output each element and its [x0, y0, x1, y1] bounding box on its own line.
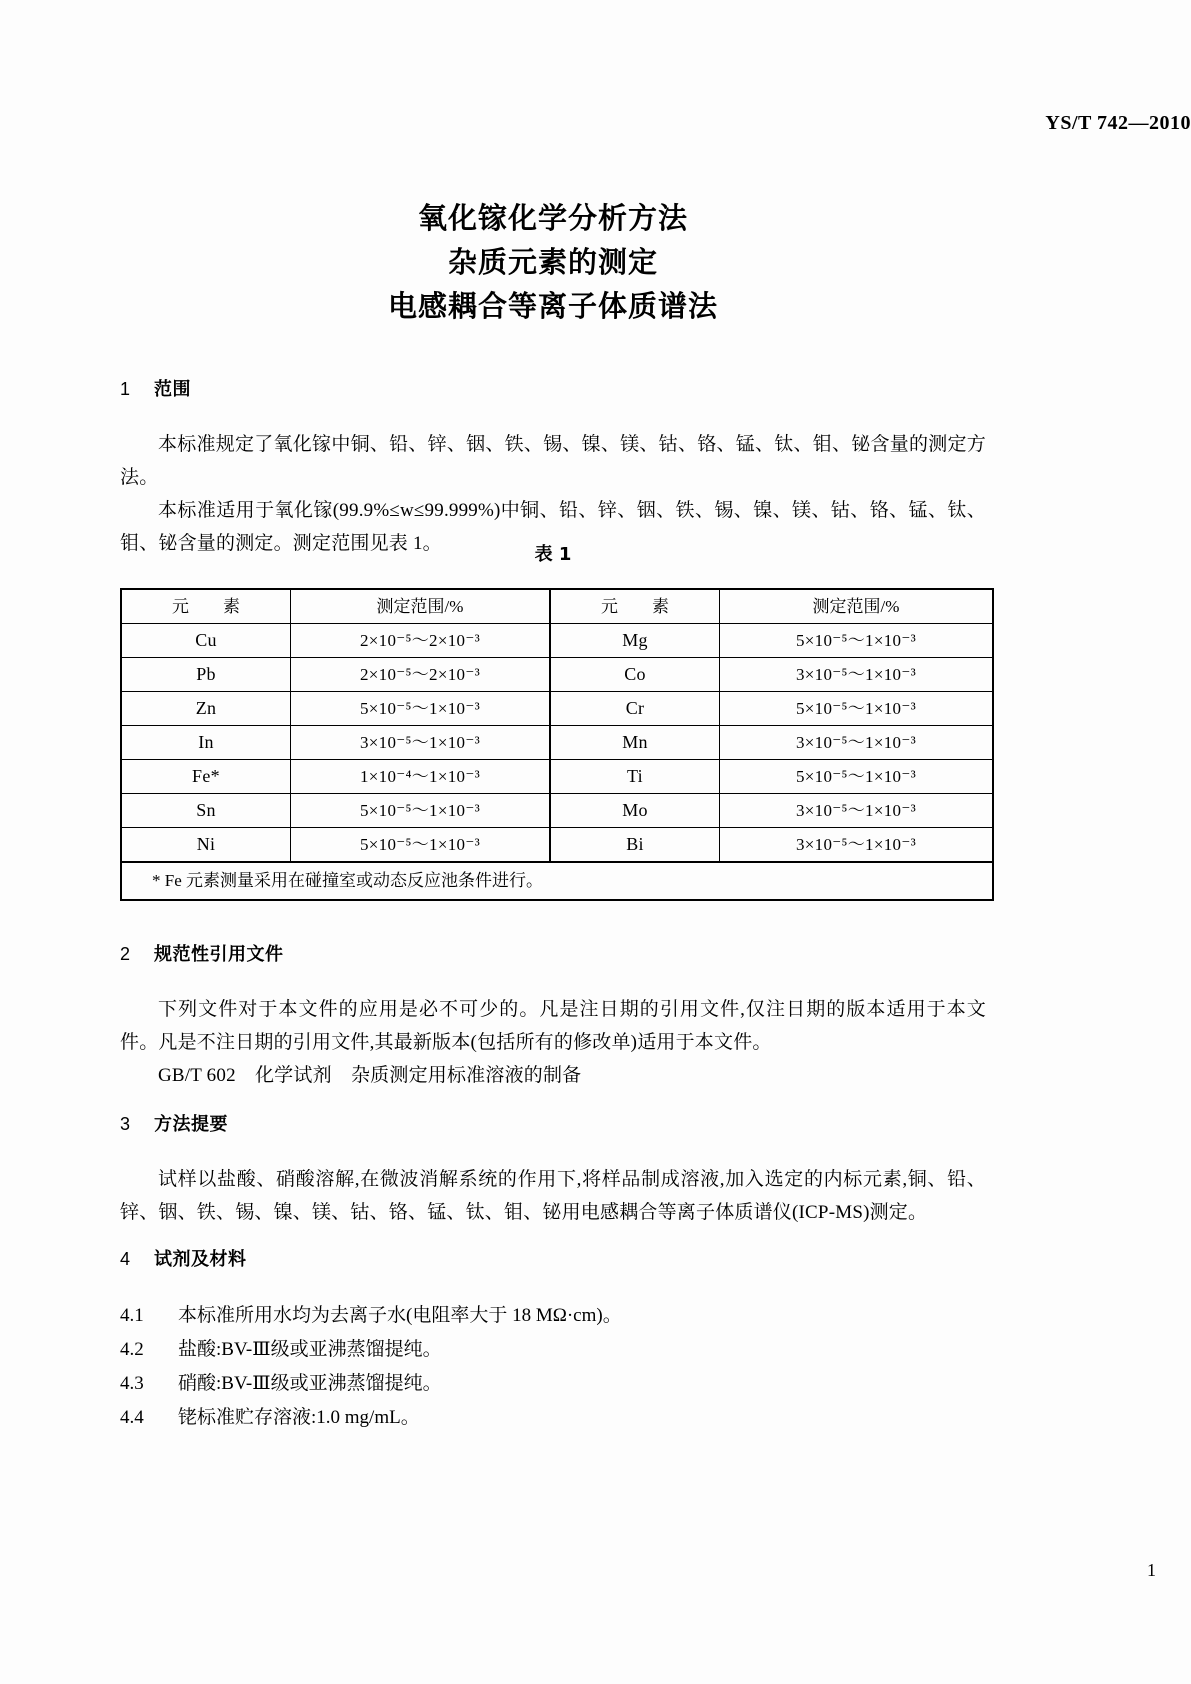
cell-element: Zn	[121, 692, 291, 726]
table-footnote: * Fe 元素测量采用在碰撞室或动态反应池条件进行。	[121, 862, 993, 900]
cell-range: 3×10⁻⁵～1×10⁻³	[291, 726, 551, 760]
clause-4-4-number: 4.4	[120, 1407, 144, 1428]
cell-element: Bi	[550, 828, 720, 863]
section-2-reference-gbt602: GB/T 602 化学试剂 杂质测定用标准溶液的制备	[158, 1065, 582, 1086]
page-title	[120, 196, 986, 328]
table-1-block	[120, 540, 986, 901]
table-row	[121, 760, 993, 794]
cell-range: 5×10⁻⁵～1×10⁻³	[291, 692, 551, 726]
table-header-element-left: 元 素	[121, 589, 291, 624]
section-2-heading	[120, 940, 986, 966]
cell-element: Fe*	[121, 760, 291, 794]
clause-4-3-text: 硝酸:BV-Ⅲ级或亚沸蒸馏提纯。	[178, 1373, 442, 1394]
cell-range: 3×10⁻⁵～1×10⁻³	[720, 828, 994, 863]
cell-element: In	[121, 726, 291, 760]
clause-4-1-number: 4.1	[120, 1305, 144, 1326]
section-4-title: 试剂及材料	[154, 1249, 247, 1270]
table-header-row	[121, 589, 993, 624]
title-line-3: 电感耦合等离子体质谱法	[387, 289, 718, 323]
section-3-number: 3	[120, 1114, 131, 1134]
section-2-title: 规范性引用文件	[154, 944, 284, 965]
table-row	[121, 794, 993, 828]
cell-range: 5×10⁻⁵～1×10⁻³	[720, 692, 994, 726]
section-4-number: 4	[120, 1249, 131, 1269]
cell-element: Co	[550, 658, 720, 692]
section-2-number: 2	[120, 944, 131, 964]
section-1-number: 1	[120, 379, 131, 399]
title-line-1: 氧化镓化学分析方法	[417, 201, 688, 235]
clause-4-1-text: 本标准所用水均为去离子水(电阻率大于 18 MΩ·cm)。	[178, 1305, 622, 1326]
cell-element: Cu	[121, 624, 291, 658]
cell-element: Mo	[550, 794, 720, 828]
measurement-range-table	[120, 588, 994, 901]
cell-element: Ni	[121, 828, 291, 863]
title-line-2: 杂质元素的测定	[447, 245, 658, 279]
section-3-heading	[120, 1110, 986, 1136]
table-header-range-left: 测定范围/%	[291, 589, 551, 624]
section-3-paragraph-1: 试样以盐酸、硝酸溶解,在微波消解系统的作用下,将样品制成溶液,加入选定的内标元素,铜、铅、锌、铟、铁、锡、镍、镁、钴、铬、锰、钛、钼、铋用电感耦合等离子体质谱仪(ICP-MS)测定。	[120, 1169, 986, 1223]
page-number: 1	[1147, 1560, 1156, 1580]
table-1-caption: 表 1	[534, 544, 572, 565]
section-2-paragraph-1: 下列文件对于本文件的应用是必不可少的。凡是注日期的引用文件,仅注日期的版本适用于本文件。凡是不注日期的引用文件,其最新版本(包括所有的修改单)适用于本文件。	[120, 999, 986, 1053]
cell-element: Mn	[550, 726, 720, 760]
cell-range: 3×10⁻⁵～1×10⁻³	[720, 794, 994, 828]
table-footnote-row	[121, 862, 993, 900]
table-row	[121, 692, 993, 726]
section-1-title: 范围	[154, 379, 191, 400]
cell-range: 5×10⁻⁵～1×10⁻³	[291, 794, 551, 828]
table-header-element-right: 元 素	[550, 589, 720, 624]
cell-range: 5×10⁻⁵～1×10⁻³	[291, 828, 551, 863]
cell-range: 3×10⁻⁵～1×10⁻³	[720, 658, 994, 692]
cell-range: 5×10⁻⁵～1×10⁻³	[720, 760, 994, 794]
clause-list	[120, 1299, 986, 1435]
section-method-summary	[120, 1110, 986, 1229]
clause-4-2-number: 4.2	[120, 1339, 144, 1360]
cell-range: 2×10⁻⁵～2×10⁻³	[291, 658, 551, 692]
section-4-heading	[120, 1245, 986, 1271]
table-row	[121, 624, 993, 658]
clause-4-2	[120, 1333, 986, 1367]
section-reagents-materials	[120, 1245, 986, 1435]
section-normative-references	[120, 940, 986, 1092]
clause-4-4-text: 铑标准贮存溶液:1.0 mg/mL。	[178, 1407, 420, 1428]
table-row	[121, 658, 993, 692]
section-scope	[120, 375, 986, 560]
cell-range: 3×10⁻⁵～1×10⁻³	[720, 726, 994, 760]
clause-4-1	[120, 1299, 986, 1333]
cell-range: 2×10⁻⁵～2×10⁻³	[291, 624, 551, 658]
clause-4-2-text: 盐酸:BV-Ⅲ级或亚沸蒸馏提纯。	[178, 1339, 442, 1360]
cell-element: Cr	[550, 692, 720, 726]
running-header-standard-number: YS/T 742—2010	[1045, 112, 1191, 134]
cell-element: Pb	[121, 658, 291, 692]
table-body	[121, 624, 993, 901]
section-1-paragraph-2: 本标准适用于氧化镓(99.9%≤w≤99.999%)中铜、铅、锌、铟、铁、锡、镍、镁、钴、铬、锰、钛、钼、铋含量的测定。测定范围见表 1。	[120, 500, 986, 554]
cell-range: 1×10⁻⁴～1×10⁻³	[291, 760, 551, 794]
clause-4-4	[120, 1401, 986, 1435]
section-3-title: 方法提要	[154, 1114, 228, 1135]
cell-element: Ti	[550, 760, 720, 794]
clause-4-3-number: 4.3	[120, 1373, 144, 1394]
table-row	[121, 828, 993, 863]
table-header-range-right: 测定范围/%	[720, 589, 994, 624]
clause-4-3	[120, 1367, 986, 1401]
cell-element: Mg	[550, 624, 720, 658]
section-1-paragraph-1: 本标准规定了氧化镓中铜、铅、锌、铟、铁、锡、镍、镁、钴、铬、锰、钛、钼、铋含量的测定方法。	[120, 434, 986, 488]
table-row	[121, 726, 993, 760]
section-1-heading	[120, 375, 986, 401]
cell-element: Sn	[121, 794, 291, 828]
cell-range: 5×10⁻⁵～1×10⁻³	[720, 624, 994, 658]
